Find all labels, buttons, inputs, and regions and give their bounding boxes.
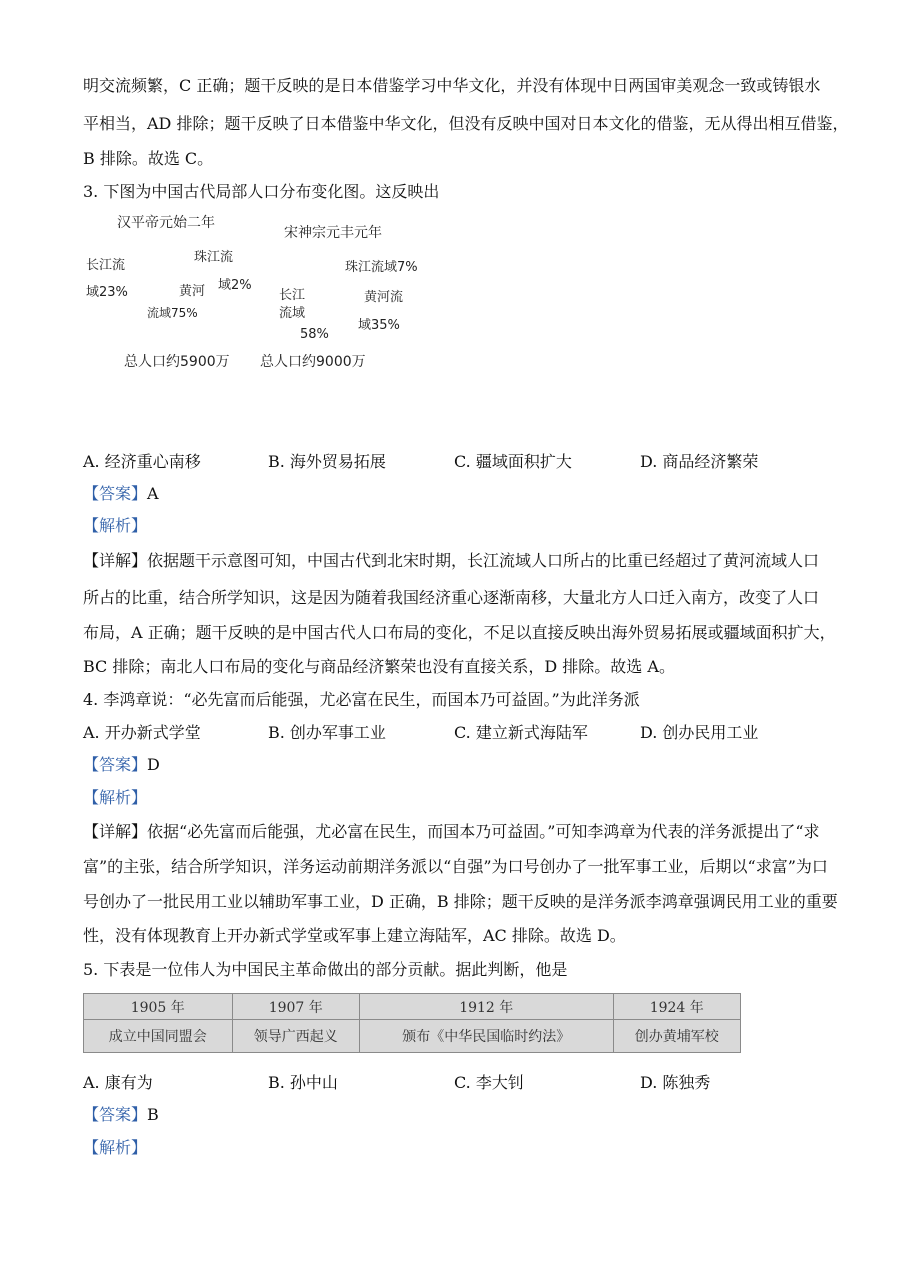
pie-song-label: 黄河流 (364, 290, 404, 305)
q4-stem: 4. 李鸿章说：“必先富而后能强，尤必富在民生，而国本乃可益固。”为此洋务派 (83, 690, 640, 709)
detail-tag: 【详解】 (83, 822, 148, 841)
pie-han-label: 长江流 (86, 258, 126, 273)
q3-detail-line (83, 551, 819, 571)
pie-song-label: 珠江流域7% (345, 260, 418, 275)
answer-value: D (147, 755, 160, 774)
table-year: 1924 年 (613, 994, 741, 1020)
answer-tag: 【答案】 (83, 484, 148, 503)
pie-song-label: 58% (300, 327, 329, 342)
option-d[interactable]: D. 商品经济繁荣 (640, 452, 759, 471)
q5-answer (83, 1105, 159, 1125)
paragraph-line: 平相当，AD 排除；题干反映了日本借鉴中华文化，但没有反映中国对日本文化的借鉴，无从得出相互借鉴， (83, 114, 849, 133)
table-year: 1905 年 (84, 994, 233, 1020)
table-year: 1907 年 (232, 994, 360, 1020)
option-c[interactable]: C. 建立新式海陆军 (454, 723, 588, 742)
pie-song-label: 流域 (279, 306, 306, 321)
q5-stem: 5. 下表是一位伟人为中国民主革命做出的部分贡献。据此判断，他是 (83, 960, 568, 979)
table-event: 领导广西起义 (232, 1020, 360, 1053)
q4-analysis-tag: 【解析】 (83, 788, 148, 807)
q4-detail-line (83, 822, 820, 842)
pie-han-label: 域2% (218, 278, 252, 293)
option-b[interactable]: B. 孙中山 (268, 1073, 338, 1092)
option-a[interactable]: A. 经济重心南移 (83, 452, 201, 471)
q3-detail-line: BC 排除；南北人口布局的变化与商品经济繁荣也没有直接关系，D 排除。故选 A。 (83, 657, 675, 676)
q4-detail-line: 性，没有体现教育上开办新式学堂或军事上建立海陆军，AC 排除。故选 D。 (83, 926, 626, 945)
pie-han-total: 总人口约5900万 (124, 354, 230, 370)
q5-analysis-tag: 【解析】 (83, 1138, 148, 1157)
paragraph-line: B 排除。故选 C。 (83, 149, 214, 168)
q3-stem: 3. 下图为中国古代局部人口分布变化图。这反映出 (83, 182, 440, 201)
q3-detail-line: 所占的比重，结合所学知识，这是因为随着我国经济重心逐渐南移，大量北方人口迁入南方，改变了人口 (83, 588, 820, 607)
option-d[interactable]: D. 创办民用工业 (640, 723, 759, 742)
pie-han-title: 汉平帝元始二年 (117, 215, 215, 231)
q4-detail-line: 号创办了一批民用工业以辅助军事工业，D 正确，B 排除；题干反映的是洋务派李鸿章强调民用工业的重要 (83, 892, 838, 911)
pie-song-total: 总人口约9000万 (260, 354, 366, 370)
option-d[interactable]: D. 陈独秀 (640, 1073, 711, 1092)
q4-answer (83, 755, 160, 775)
population-pie-figure (84, 214, 418, 380)
pie-han-label: 域23% (86, 285, 128, 300)
q3-analysis-tag: 【解析】 (83, 516, 148, 535)
contribution-table (83, 993, 741, 1053)
table-event: 成立中国同盟会 (84, 1020, 233, 1053)
option-a[interactable]: A. 开办新式学堂 (83, 723, 201, 742)
q4-detail-line: 富”的主张，结合所学知识，洋务运动前期洋务派以“自强”为口号创办了一批军事工业，后期以“求富”为口 (83, 857, 828, 876)
answer-value: A (147, 484, 159, 503)
answer-value: B (147, 1105, 159, 1124)
pie-han-label: 黄河 (179, 284, 206, 299)
table-year: 1912 年 (360, 994, 614, 1020)
detail-text: 依据“必先富而后能强，尤必富在民生，而国本乃可益固。”可知李鸿章为代表的洋务派提出了“求 (147, 822, 820, 841)
pie-song-label: 长江 (279, 288, 306, 303)
detail-text: 依据题干示意图可知，中国古代到北宋时期，长江流域人口所占的比重已经超过了黄河流域人口 (147, 551, 820, 570)
answer-tag: 【答案】 (83, 1105, 148, 1124)
q3-detail-line: 布局，A 正确；题干反映的是中国古代人口布局的变化，不足以直接反映出海外贸易拓展或疆域面积扩大， (83, 623, 836, 642)
option-c[interactable]: C. 李大钊 (454, 1073, 524, 1092)
pie-han-label: 流域75% (147, 306, 198, 320)
q3-answer (83, 484, 159, 504)
pie-song-title: 宋神宗元丰元年 (284, 225, 382, 241)
option-a[interactable]: A. 康有为 (83, 1073, 153, 1092)
option-b[interactable]: B. 海外贸易拓展 (268, 452, 386, 471)
pie-han-label: 珠江流 (194, 250, 234, 265)
table-event: 创办黄埔军校 (613, 1020, 741, 1053)
answer-tag: 【答案】 (83, 755, 148, 774)
option-b[interactable]: B. 创办军事工业 (268, 723, 386, 742)
pie-song-label: 域35% (358, 318, 400, 333)
paragraph-line: 明交流频繁，C 正确；题干反映的是日本借鉴学习中华文化，并没有体现中日两国审美观念一致或铸银水 (83, 76, 821, 95)
detail-tag: 【详解】 (83, 551, 148, 570)
option-c[interactable]: C. 疆域面积扩大 (454, 452, 572, 471)
table-event: 颁布《中华民国临时约法》 (360, 1020, 614, 1053)
